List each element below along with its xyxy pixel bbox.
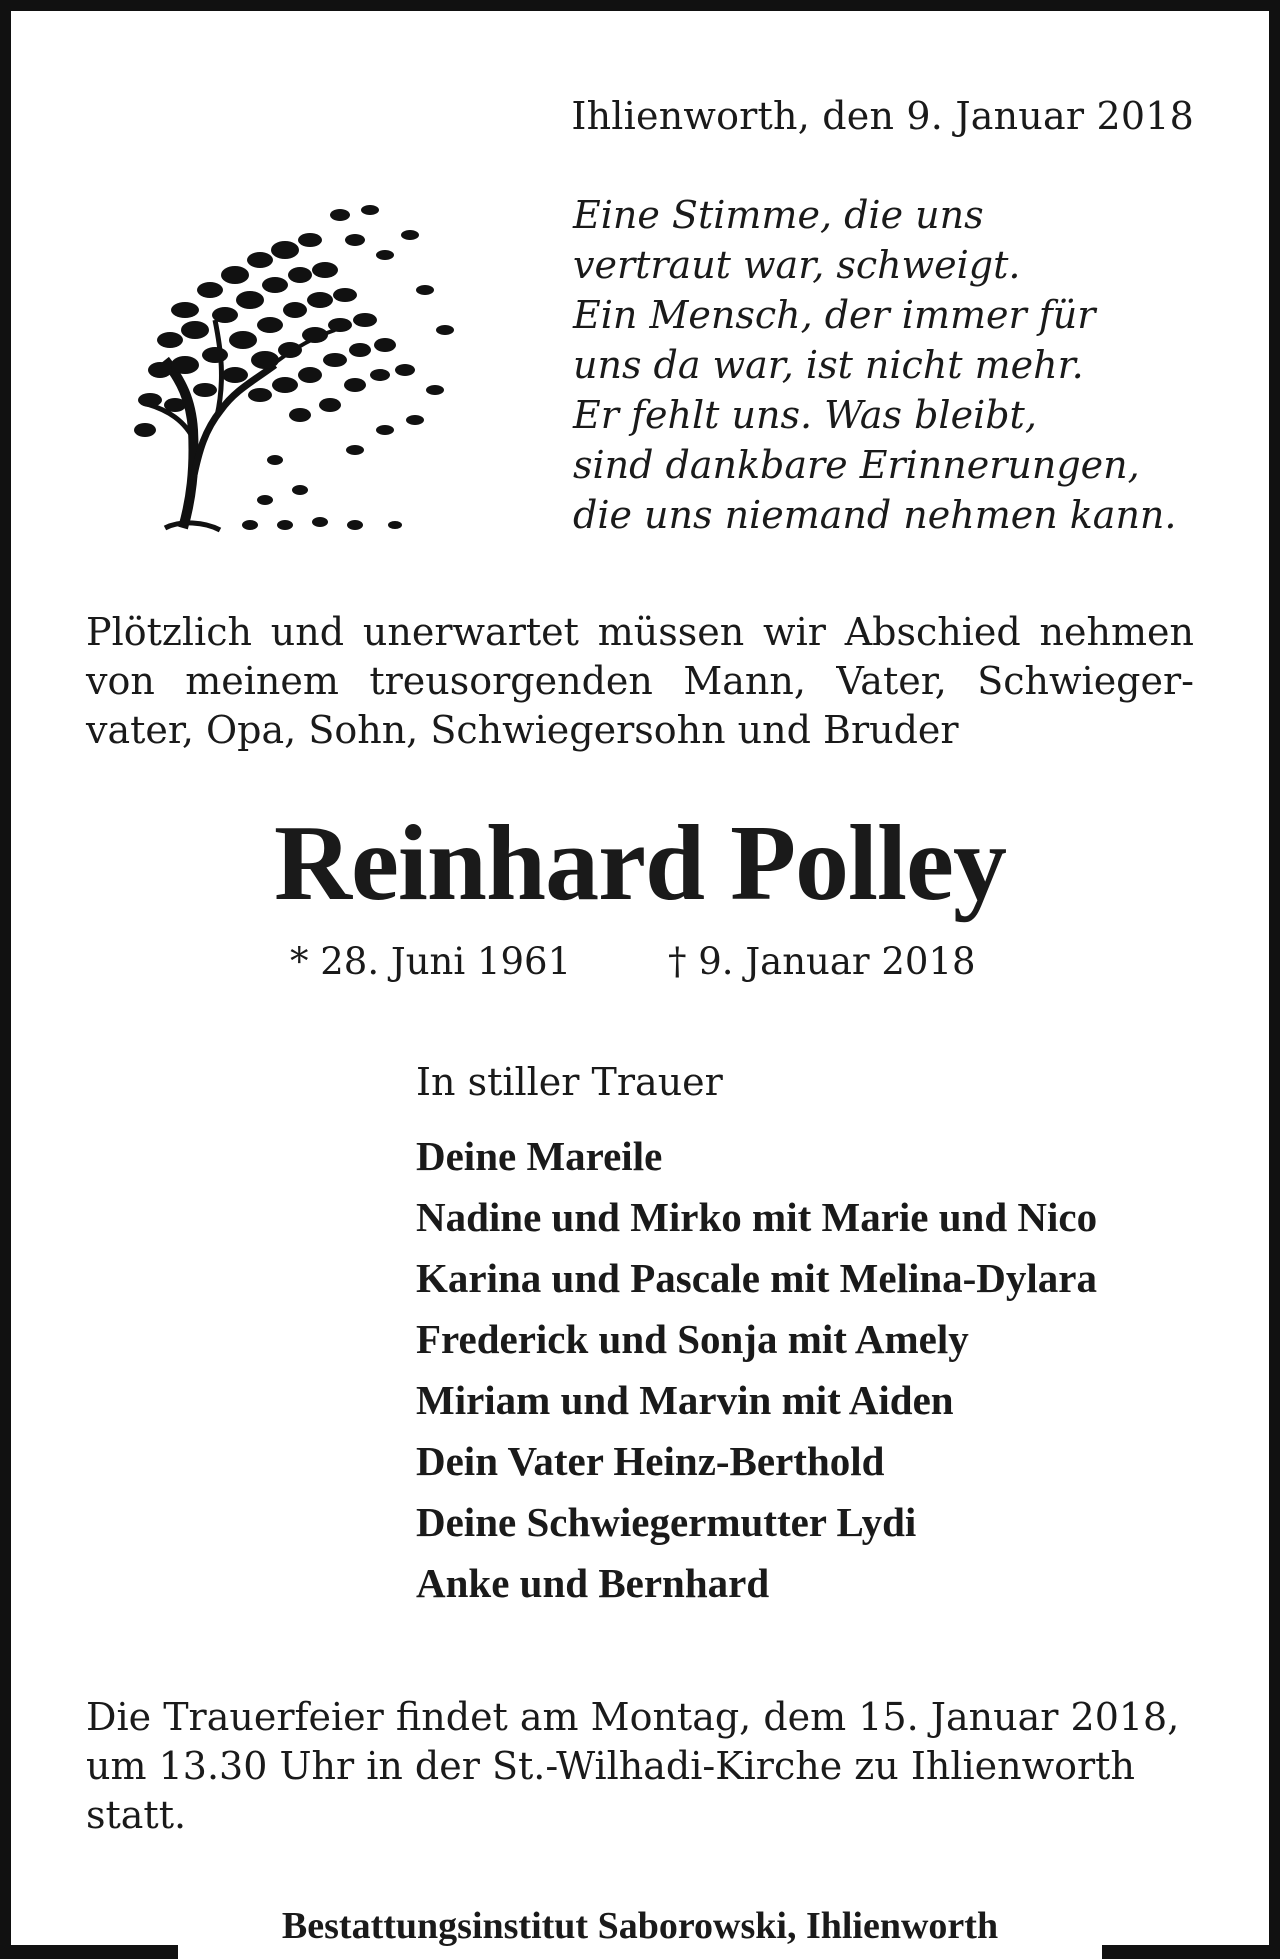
poem-line: Er fehlt uns. Was bleibt, (573, 393, 1037, 437)
birth-date: * 28. Juni 1961 (290, 940, 572, 983)
mourner-name: Nadine und Mirko mit Marie und Nico (416, 1194, 1098, 1240)
funeral-home: Bestattungsinstitut Saborowski, Ihlienworth (281, 1905, 999, 1947)
poem-line: sind dankbare Erinnerungen, (573, 443, 1140, 487)
ceremony-line: um 13.30 Uhr in der St.-Wilhadi-Kirche zu Ihlienworth (86, 1744, 1135, 1788)
tree-icon (125, 180, 475, 540)
ceremony-text (86, 1693, 1194, 1840)
footer (0, 1902, 1280, 1959)
intro-line: vater, Opa, Sohn, Schwiegersohn und Bruder (86, 708, 959, 752)
mourner-name: Dein Vater Heinz-Berthold (416, 1438, 885, 1484)
ceremony-line: Die Trauerfeier findet am Montag, dem 15. Januar 2018, (86, 1695, 1180, 1739)
intro-line: Plötzlich und unerwartet müssen wir Abschied nehmen (86, 610, 1194, 654)
mourner-name: Miriam und Marvin mit Aiden (416, 1377, 954, 1423)
mourner-name: Deine Schwiegermutter Lydi (416, 1499, 917, 1545)
mourner-name: Karina und Pascale mit Melina-Dylara (416, 1255, 1098, 1301)
poem-line: uns da war, ist nicht mehr. (573, 343, 1084, 387)
intro-text (86, 608, 1194, 755)
intro-line: von meinem treusorgenden Mann, Vater, Schwieger- (86, 659, 1194, 703)
mourner-name: Deine Mareile (416, 1133, 663, 1179)
poem-line: vertraut war, schweigt. (573, 243, 1021, 287)
mourner-list (416, 1126, 1097, 1614)
mourner-name: Frederick und Sonja mit Amely (416, 1316, 969, 1362)
poem-line: die uns niemand nehmen kann. (573, 493, 1177, 537)
poem-line: Ein Mensch, der immer für (573, 293, 1096, 337)
ceremony-line: statt. (86, 1793, 187, 1837)
mourning-heading: In stiller Trauer (416, 1060, 723, 1104)
death-date: † 9. Januar 2018 (668, 940, 976, 983)
poem-line: Eine Stimme, die uns (573, 193, 984, 237)
place-date: Ihlienworth, den 9. Januar 2018 (571, 94, 1194, 138)
deceased-name: Reinhard Polley (274, 804, 1006, 923)
mourner-name: Anke und Bernhard (416, 1560, 770, 1606)
poem (573, 190, 1176, 540)
